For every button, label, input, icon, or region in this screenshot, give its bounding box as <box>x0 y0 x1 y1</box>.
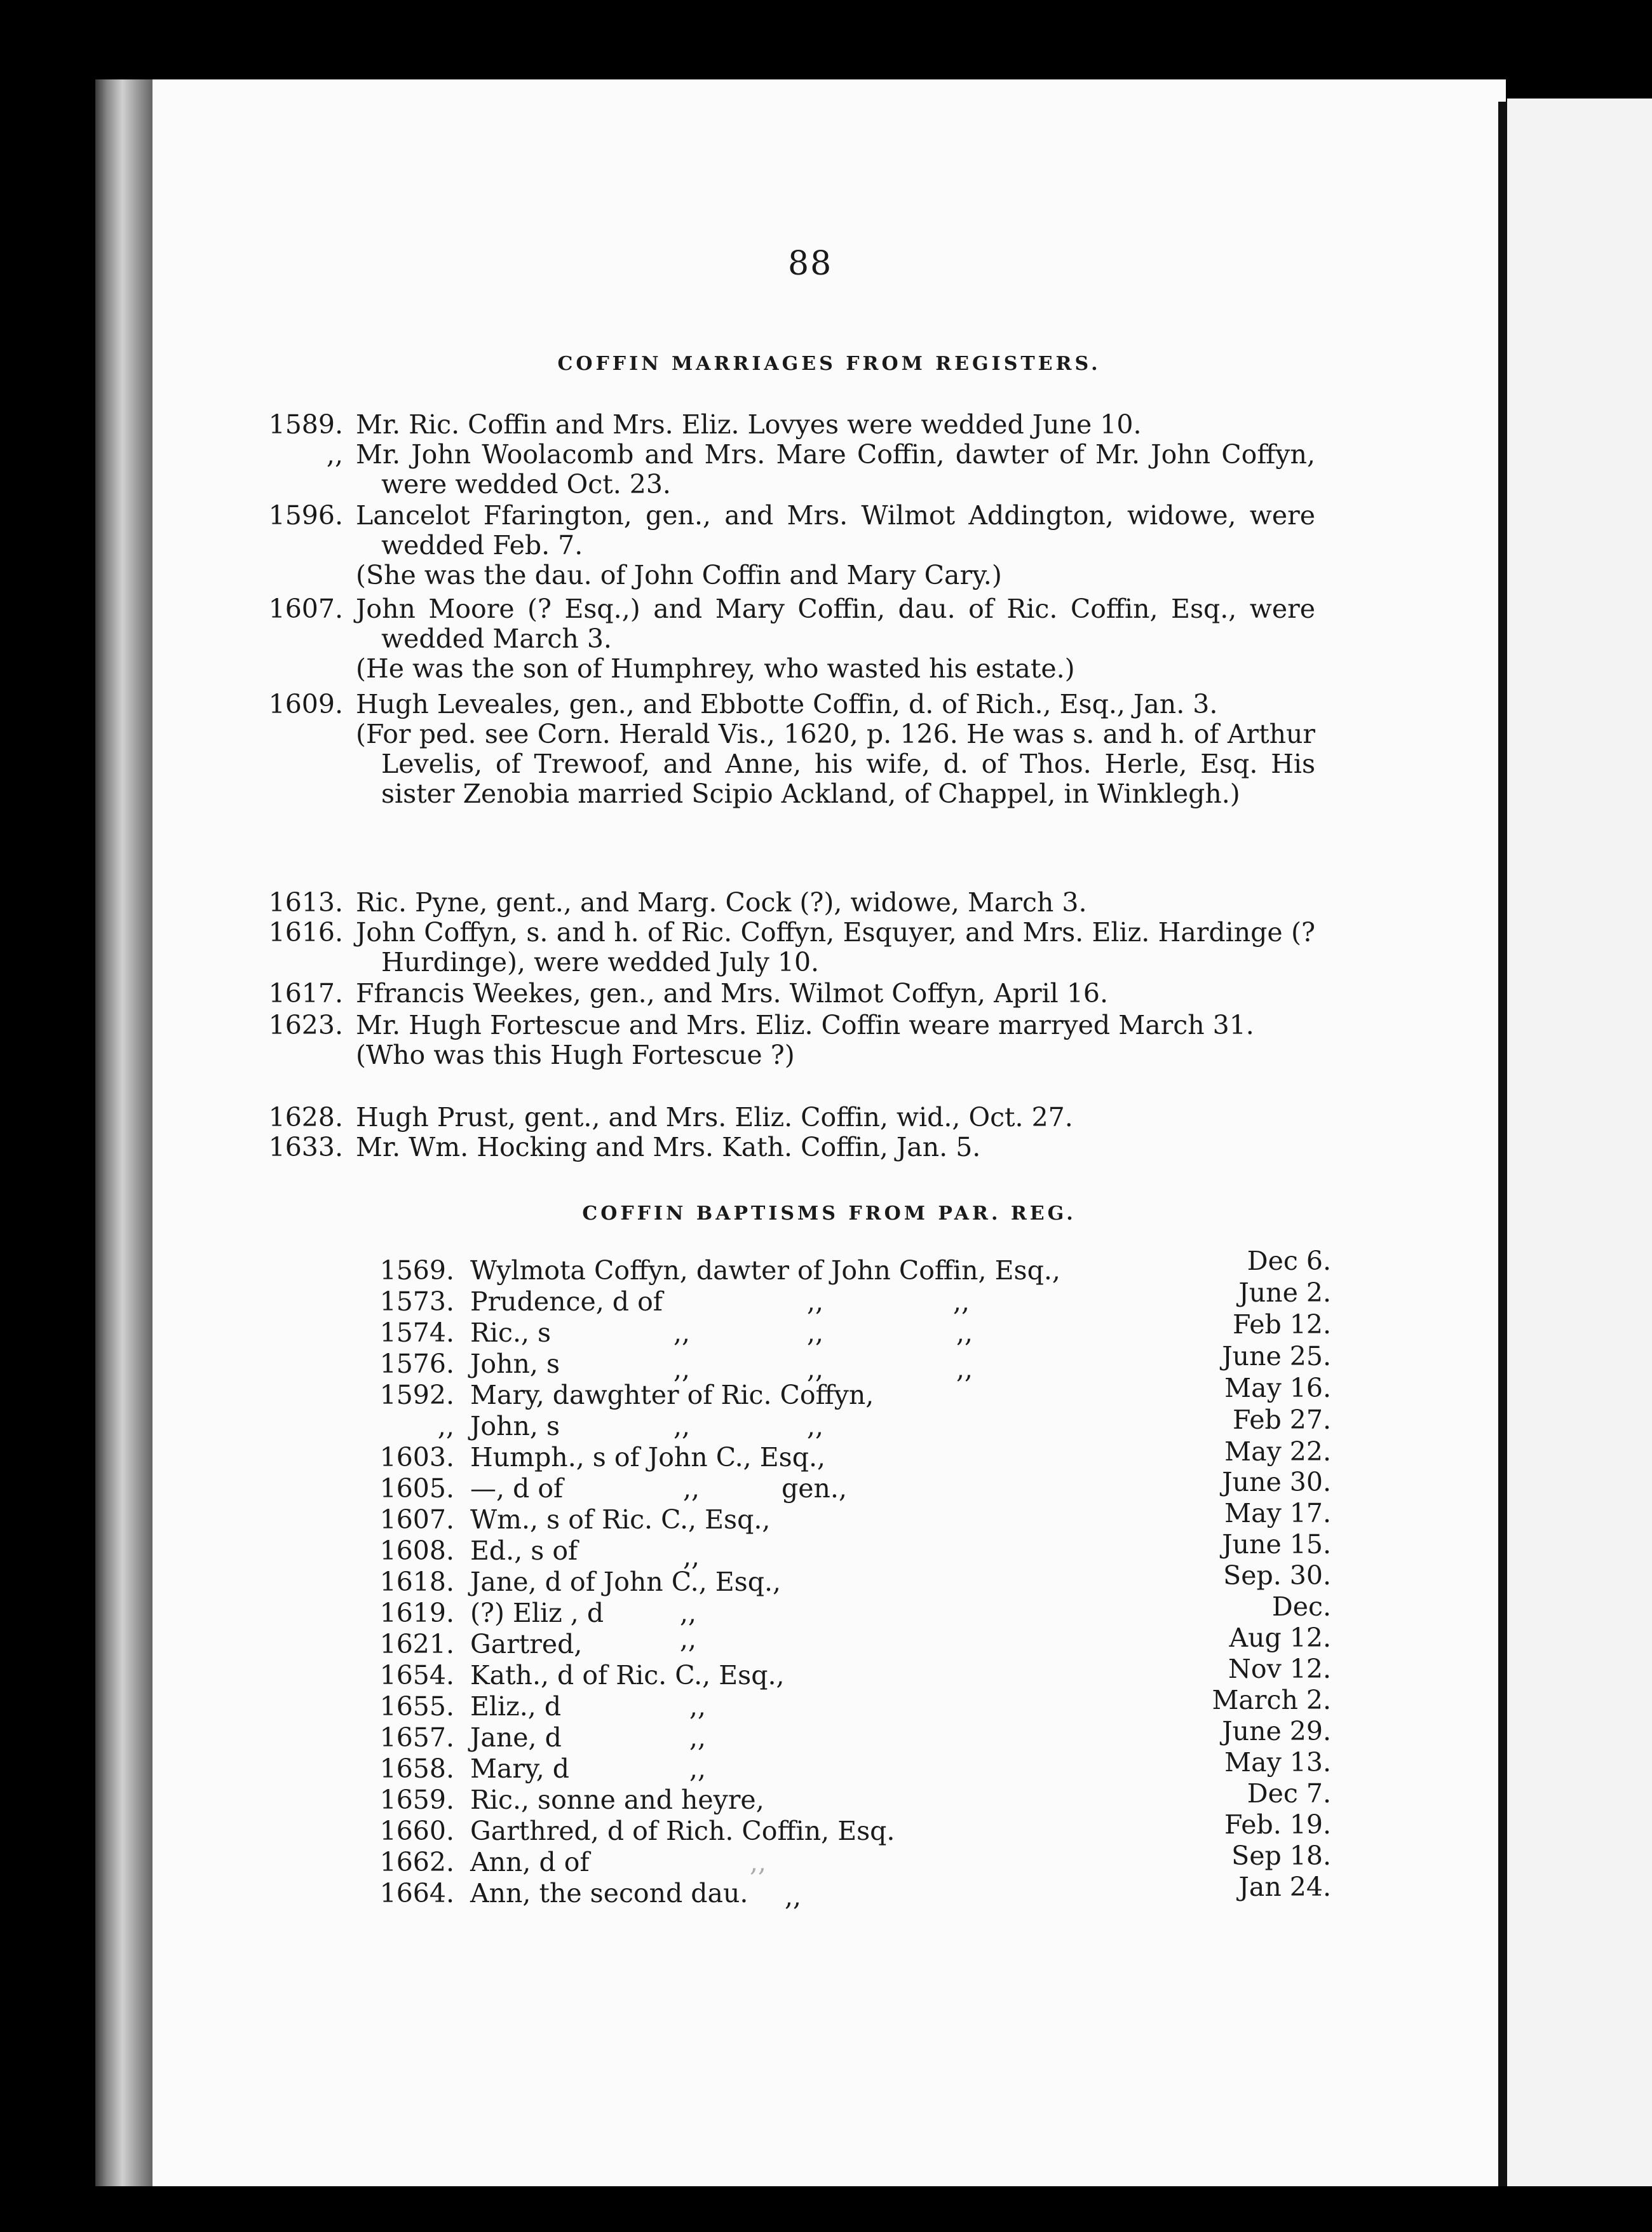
marriage-entry <box>356 440 1315 500</box>
baptism-name: Ed., s of <box>470 1535 578 1566</box>
baptism-year: 1662. <box>379 1847 454 1877</box>
baptism-name: —, d of <box>470 1473 564 1504</box>
ditto-mark: ,, <box>674 1354 691 1384</box>
marriage-text: Mr. Wm. Hocking and Mrs. Kath. Coffin, Jan. 5. <box>356 1132 981 1162</box>
baptism-date: Dec. <box>1271 1591 1331 1622</box>
marriage-entry <box>356 888 1315 918</box>
baptism-name: Kath., d of Ric. C., Esq., <box>470 1660 785 1691</box>
baptism-year: 1569. <box>379 1255 454 1286</box>
baptism-name: Gartred, <box>470 1629 583 1659</box>
marriage-text: Lancelot Ffarington, gen., and Mrs. Wilmot Addington, widowe, were wedded Feb. 7. <box>356 500 1315 561</box>
marriage-note: (Who was this Hugh Fortescue ?) <box>356 1040 795 1070</box>
ditto-mark: ,, <box>956 1354 973 1384</box>
marriage-entry <box>356 1133 1315 1162</box>
marriage-entry <box>356 979 1315 1009</box>
marriages-heading: COFFIN MARRIAGES FROM REGISTERS. <box>557 353 1101 375</box>
marriage-entry <box>356 918 1315 977</box>
marriage-text: Mr. John Woolacomb and Mrs. Mare Coffin, dawter of Mr. John Coffyn, were wedded Oct. 23. <box>356 439 1315 500</box>
ditto-mark: ,, <box>674 1317 691 1348</box>
baptism-name: Mary, dawghter of Ric. Coffyn, <box>470 1380 874 1410</box>
baptism-date: June 30. <box>1222 1467 1331 1497</box>
baptism-name: Garthred, d of Rich. Coffin, Esq. <box>470 1816 895 1846</box>
marriage-year: 1616. <box>268 917 343 948</box>
marriage-year: ,, <box>326 439 343 470</box>
marriage-note: (For ped. see Corn. Herald Vis., 1620, p. 126. He was s. and h. of Arthur Levelis, of Trewoof, and Anne, his wife, d. of Thos. Herle, Esq. His sister Zenobia married Scipio Ackland, of Chappel, in Winklegh.) <box>356 719 1315 809</box>
marriage-year: 1613. <box>268 887 343 918</box>
baptism-year: 1659. <box>379 1785 454 1815</box>
marriage-text: John Moore (? Esq.,) and Mary Coffin, dau. of Ric. Coffin, Esq., were wedded March 3. <box>356 594 1315 654</box>
marriage-entry <box>356 1103 1315 1133</box>
baptism-year: 1621. <box>379 1629 454 1659</box>
marriage-year: 1628. <box>268 1102 343 1133</box>
baptism-year: 1655. <box>379 1691 454 1722</box>
marriage-text: Mr. Ric. Coffin and Mrs. Eliz. Lovyes were wedded June 10. <box>356 409 1142 440</box>
marriage-note: (He was the son of Humphrey, who wasted his estate.) <box>356 653 1075 684</box>
baptism-name: John, s <box>470 1349 560 1379</box>
marriage-text: Ffrancis Weekes, gen., and Mrs. Wilmot Coffyn, April 16. <box>356 978 1109 1009</box>
baptism-year: 1573. <box>379 1286 454 1317</box>
baptism-name: Humph., s of John C., Esq., <box>470 1442 826 1473</box>
baptism-date: June 25. <box>1222 1341 1331 1371</box>
baptism-name: (?) Eliz , d <box>470 1598 604 1628</box>
marriage-year: 1607. <box>268 594 343 624</box>
baptism-year: 1603. <box>379 1442 454 1473</box>
baptism-name: Ric., sonne and heyre, <box>470 1785 764 1815</box>
baptism-year: 1654. <box>379 1660 454 1691</box>
baptism-year: 1658. <box>379 1753 454 1784</box>
baptism-year: 1605. <box>379 1473 454 1504</box>
ditto-mark: ,, <box>689 1722 707 1753</box>
marriage-entry <box>356 410 1315 440</box>
baptism-name: Prudence, d of <box>470 1286 663 1317</box>
ditto-mark: ,, <box>953 1286 970 1317</box>
marriage-entry <box>356 594 1315 684</box>
ditto-mark: ,, <box>785 1881 802 1912</box>
ditto-mark: ,, <box>750 1847 767 1877</box>
baptism-name: John, s <box>470 1411 560 1441</box>
baptism-date: Dec 7. <box>1247 1778 1331 1809</box>
marriage-year: 1609. <box>268 689 343 719</box>
scan-border <box>0 2186 1652 2232</box>
ditto-mark: ,, <box>689 1753 707 1784</box>
baptism-date: March 2. <box>1212 1685 1331 1715</box>
baptism-name: Mary, d <box>470 1753 570 1784</box>
ditto-mark: ,, <box>807 1286 824 1317</box>
baptism-rank: gen., <box>782 1473 847 1504</box>
ditto-mark: ,, <box>956 1317 973 1348</box>
marriage-year: 1633. <box>268 1132 343 1162</box>
baptism-name: Ric., s <box>470 1317 552 1348</box>
baptism-date: May 17. <box>1224 1498 1331 1528</box>
marriage-text: Ric. Pyne, gent., and Marg. Cock (?), widowe, March 3. <box>356 887 1087 918</box>
ditto-mark: ,, <box>689 1691 707 1722</box>
marriage-note: (She was the dau. of John Coffin and Mary Cary.) <box>356 560 1002 590</box>
baptism-year: 1660. <box>379 1816 454 1846</box>
baptism-name: Wm., s of Ric. C., Esq., <box>470 1504 771 1535</box>
baptism-year: 1607. <box>379 1504 454 1535</box>
baptism-date: Feb 12. <box>1233 1309 1331 1340</box>
baptism-year: 1657. <box>379 1722 454 1753</box>
baptism-date: June 29. <box>1222 1716 1331 1746</box>
ditto-mark: ,, <box>674 1411 691 1441</box>
ditto-mark: ,, <box>680 1598 697 1628</box>
marriage-year: 1596. <box>268 500 343 531</box>
facing-page-edge <box>1507 99 1652 2189</box>
book-spine <box>95 79 156 2202</box>
baptism-date: June 2. <box>1238 1277 1331 1308</box>
baptism-year: 1664. <box>379 1878 454 1909</box>
marriage-text: Hugh Prust, gent., and Mrs. Eliz. Coffin, wid., Oct. 27. <box>356 1102 1073 1133</box>
baptism-name: Jane, d of John C., Esq., <box>470 1567 782 1597</box>
ditto-mark: ,, <box>680 1624 697 1654</box>
baptism-date: Feb. 19. <box>1224 1809 1331 1840</box>
baptism-date: Jan 24. <box>1238 1872 1331 1902</box>
baptism-date: May 13. <box>1224 1747 1331 1778</box>
baptism-name: Jane, d <box>470 1722 562 1753</box>
baptism-date: Dec 6. <box>1247 1246 1331 1276</box>
baptism-date: Nov 12. <box>1228 1654 1331 1684</box>
marriage-entry <box>356 690 1315 809</box>
baptism-name: Eliz., d <box>470 1691 562 1722</box>
baptism-name: Ann, the second dau. <box>470 1878 748 1909</box>
baptism-date: May 16. <box>1224 1373 1331 1403</box>
baptism-date: June 15. <box>1222 1529 1331 1560</box>
baptism-date: Sep. 30. <box>1223 1560 1331 1591</box>
baptism-year: 1592. <box>379 1380 454 1410</box>
marriage-text: John Coffyn, s. and h. of Ric. Coffyn, Esquyer, and Mrs. Eliz. Hardinge (? Hurdinge), were wedded July 10. <box>356 917 1315 977</box>
baptism-year: 1574. <box>379 1317 454 1348</box>
ditto-mark: ,, <box>807 1411 824 1441</box>
baptism-name: Ann, d of <box>470 1847 590 1877</box>
marriage-entry <box>356 501 1315 590</box>
baptism-date: Aug 12. <box>1229 1623 1331 1653</box>
baptism-year: ,, <box>437 1411 454 1441</box>
marriage-entry <box>356 1011 1315 1070</box>
baptism-date: May 22. <box>1224 1436 1331 1467</box>
ditto-mark: ,, <box>807 1354 824 1384</box>
ditto-mark: ,, <box>807 1317 824 1348</box>
baptism-year: 1576. <box>379 1349 454 1379</box>
baptism-name: Wylmota Coffyn, dawter of John Coffin, Esq., <box>470 1255 1060 1286</box>
baptism-year: 1618. <box>379 1567 454 1597</box>
page-number: 88 <box>788 245 833 283</box>
baptism-date: Sep 18. <box>1231 1841 1331 1871</box>
baptism-date: Feb 27. <box>1233 1405 1331 1435</box>
ditto-mark: ,, <box>683 1473 700 1504</box>
page-gutter <box>1498 102 1507 2199</box>
marriage-text: Mr. Hugh Fortescue and Mrs. Eliz. Coffin weare marryed March 31. <box>356 1010 1254 1040</box>
baptisms-heading: COFFIN BAPTISMS FROM PAR. REG. <box>582 1202 1076 1225</box>
marriage-text: Hugh Leveales, gen., and Ebbotte Coffin, d. of Rich., Esq., Jan. 3. <box>356 689 1218 719</box>
marriage-year: 1623. <box>268 1010 343 1040</box>
marriage-year: 1589. <box>268 409 343 440</box>
baptism-year: 1619. <box>379 1598 454 1628</box>
marriage-year: 1617. <box>268 978 343 1009</box>
baptism-year: 1608. <box>379 1535 454 1566</box>
ditto-mark: ,, <box>683 1541 700 1572</box>
